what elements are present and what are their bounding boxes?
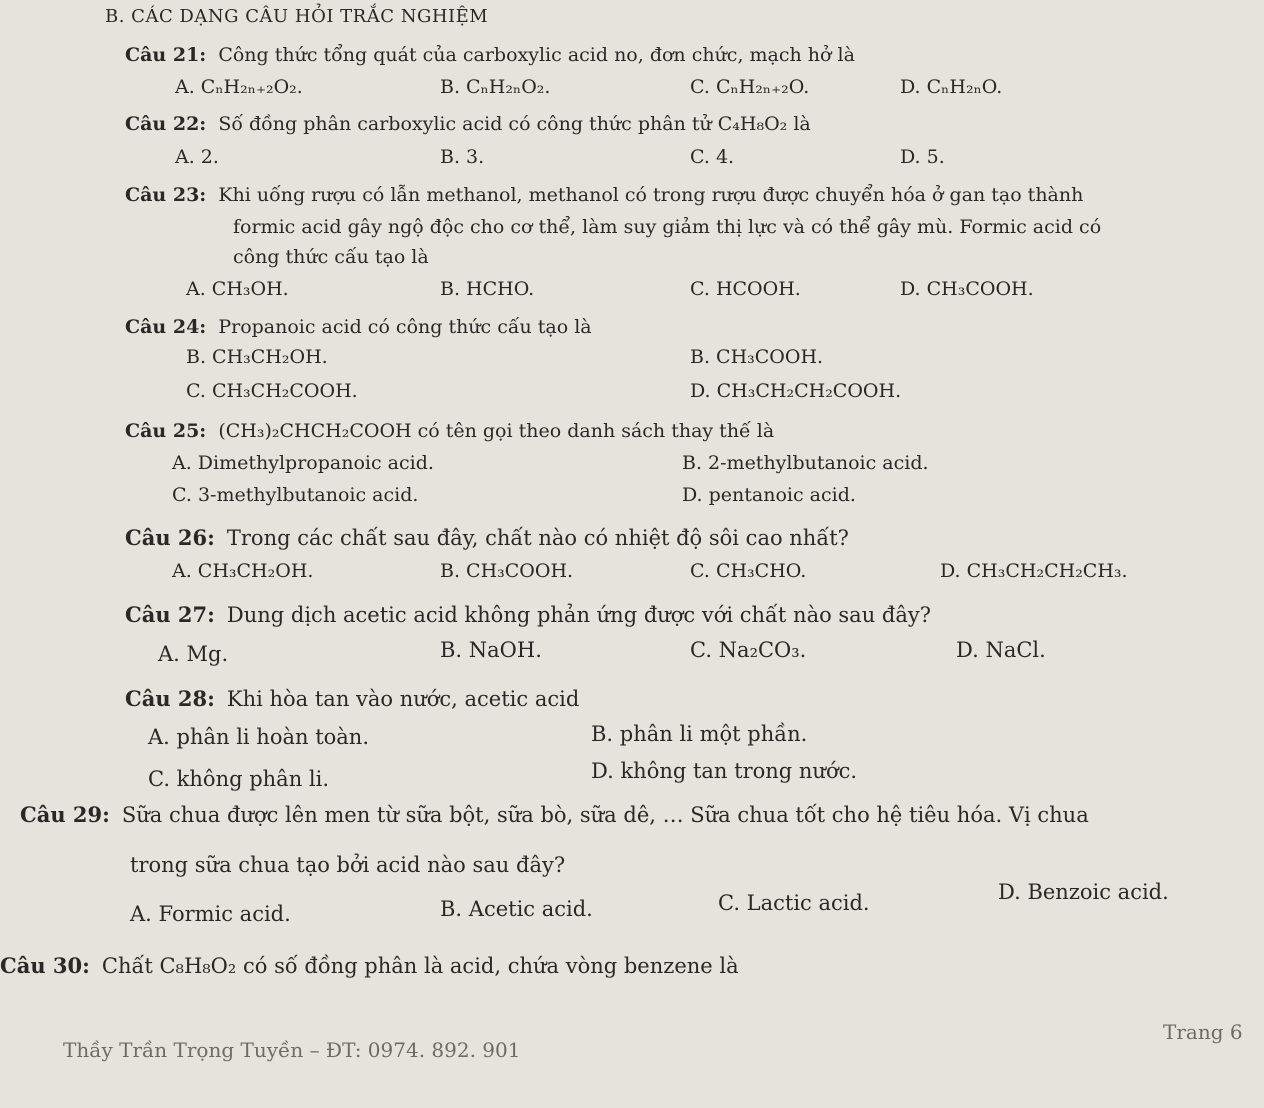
question-text: Chất C₈H₈O₂ có số đồng phân là acid, chứa vòng benzene là bbox=[101, 954, 739, 978]
option-b: B. Acetic acid. bbox=[440, 897, 593, 921]
question-text-line-3: công thức cấu tạo là bbox=[233, 246, 429, 268]
option-d: D. Benzoic acid. bbox=[998, 880, 1169, 904]
question-text: Trong các chất sau đây, chất nào có nhiệt độ sôi cao nhất? bbox=[226, 526, 849, 550]
option-c: C. Na₂CO₃. bbox=[690, 638, 807, 662]
question-number: Câu 28: bbox=[125, 686, 215, 711]
option-d: D. CH₃CH₂CH₂CH₃. bbox=[940, 560, 1128, 582]
option-d: D. không tan trong nước. bbox=[591, 759, 858, 783]
question-number: Câu 29: bbox=[20, 802, 110, 827]
option-b: B. HCHO. bbox=[440, 278, 535, 300]
option-d: D. NaCl. bbox=[956, 638, 1046, 662]
option-a: A. CₙH₂ₙ₊₂O₂. bbox=[175, 76, 303, 98]
option-a: A. phân li hoàn toàn. bbox=[148, 725, 370, 749]
option-b: B. CₙH₂ₙO₂. bbox=[440, 76, 551, 98]
option-c: C. CₙH₂ₙ₊₂O. bbox=[690, 76, 810, 98]
question-number: Câu 27: bbox=[125, 602, 215, 627]
question-28 bbox=[125, 686, 579, 711]
question-number: Câu 24: bbox=[125, 316, 207, 338]
option-b: B. CH₃COOH. bbox=[440, 560, 574, 582]
option-d: D. CₙH₂ₙO. bbox=[900, 76, 1003, 98]
option-b: B. phân li một phần. bbox=[591, 722, 808, 746]
question-26 bbox=[125, 525, 849, 550]
option-a: A. Formic acid. bbox=[130, 902, 291, 926]
option-c: C. CH₃CHO. bbox=[690, 560, 807, 582]
option-a: A. CH₃CH₂OH. bbox=[172, 560, 314, 582]
question-text: Khi hòa tan vào nước, acetic acid bbox=[226, 687, 580, 711]
option-b: B. 2-methylbutanoic acid. bbox=[682, 452, 929, 474]
option-a: A. Dimethylpropanoic acid. bbox=[172, 452, 434, 474]
question-text: Khi uống rượu có lẫn methanol, methanol có trong rượu được chuyển hóa ở gan tạo thành bbox=[218, 184, 1084, 206]
option-a: A. Mg. bbox=[158, 642, 229, 666]
footer-author: Thầy Trần Trọng Tuyền – ĐT: 0974. 892. 901 bbox=[63, 1038, 521, 1062]
question-number: Câu 25: bbox=[125, 420, 207, 442]
option-c: C. không phân li. bbox=[148, 767, 330, 791]
question-number: Câu 23: bbox=[125, 184, 207, 206]
question-text-line-2: trong sữa chua tạo bởi acid nào sau đây? bbox=[130, 853, 566, 877]
question-text: (CH₃)₂CHCH₂COOH có tên gọi theo danh sách thay thế là bbox=[218, 420, 775, 442]
question-21 bbox=[125, 44, 855, 66]
option-d: D. CH₃CH₂CH₂COOH. bbox=[690, 380, 902, 402]
page-number: Trang 6 bbox=[1163, 1020, 1243, 1044]
question-text-line-2: formic acid gây ngộ độc cho cơ thể, làm suy giảm thị lực và có thể gây mù. Formic acid có bbox=[233, 216, 1102, 238]
option-c: C. CH₃CH₂COOH. bbox=[186, 380, 358, 402]
question-27 bbox=[125, 602, 931, 627]
question-number: Câu 30: bbox=[0, 953, 90, 978]
question-29 bbox=[20, 802, 1089, 827]
option-d: D. CH₃COOH. bbox=[900, 278, 1034, 300]
question-text: Propanoic acid có công thức cấu tạo là bbox=[218, 316, 592, 338]
section-title: B. CÁC DẠNG CÂU HỎI TRẮC NGHIỆM bbox=[105, 6, 489, 27]
question-24 bbox=[125, 316, 592, 338]
question-number: Câu 21: bbox=[125, 44, 207, 66]
question-30 bbox=[0, 953, 739, 978]
question-22 bbox=[125, 113, 811, 135]
option-c: C. 4. bbox=[690, 146, 735, 168]
question-number: Câu 22: bbox=[125, 113, 207, 135]
option-d: D. 5. bbox=[900, 146, 945, 168]
option-b: B. 3. bbox=[440, 146, 485, 168]
question-number: Câu 26: bbox=[125, 525, 215, 550]
option-d: D. pentanoic acid. bbox=[682, 484, 856, 506]
option-b: B. CH₃COOH. bbox=[690, 346, 824, 368]
question-text: Số đồng phân carboxylic acid có công thức phân tử C₄H₈O₂ là bbox=[218, 113, 811, 135]
question-25 bbox=[125, 420, 774, 442]
question-text: Dung dịch acetic acid không phản ứng được với chất nào sau đây? bbox=[226, 603, 931, 627]
option-c: C. 3-methylbutanoic acid. bbox=[172, 484, 419, 506]
option-a: A. 2. bbox=[175, 146, 219, 168]
question-23 bbox=[125, 184, 1083, 206]
question-text: Công thức tổng quát của carboxylic acid no, đơn chức, mạch hở là bbox=[218, 44, 855, 66]
option-a: A. CH₃OH. bbox=[186, 278, 289, 300]
option-a: B. CH₃CH₂OH. bbox=[186, 346, 328, 368]
question-text: Sữa chua được lên men từ sữa bột, sữa bò, sữa dê, … Sữa chua tốt cho hệ tiêu hóa. Vị chua bbox=[121, 803, 1089, 827]
option-c: C. Lactic acid. bbox=[718, 891, 870, 915]
option-c: C. HCOOH. bbox=[690, 278, 801, 300]
option-b: B. NaOH. bbox=[440, 638, 542, 662]
